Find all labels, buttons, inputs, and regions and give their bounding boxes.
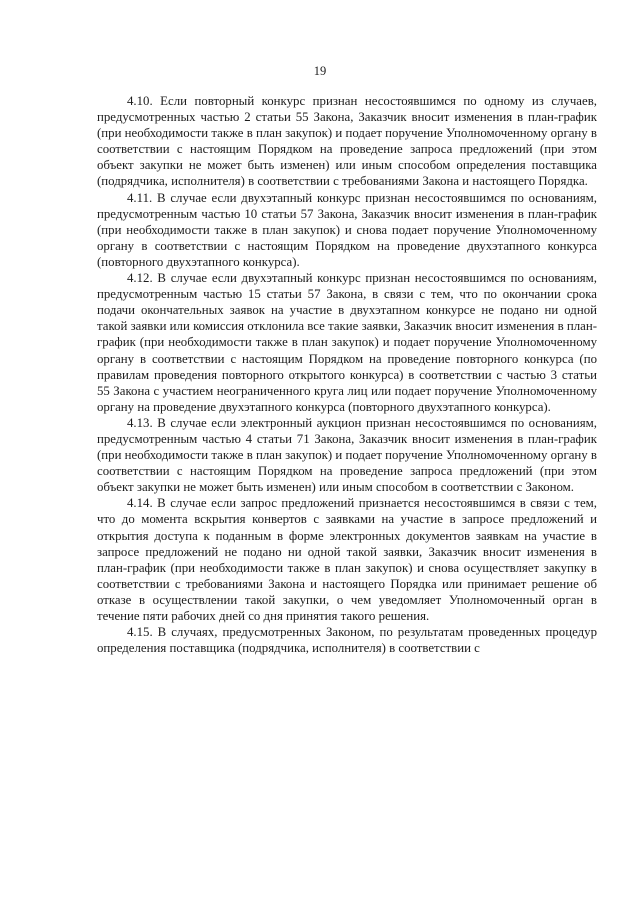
paragraph-4-10: 4.10. Если повторный конкурс признан несостоявшимся по одному из случаев, предусмотренных частью 2 статьи 55 Закона, Заказчик вносит изменения в план-график (при необходимости также в план закупок) и подает поручение Уполномоченному органу в соответствии с настоящим Порядком на проведение запроса предложений (при этом объект закупки не может быть изменен) или иным способом определения поставщика (подрядчика, исполнителя) в соответствии с требованиями Закона и настоящего Порядка.	[97, 94, 597, 189]
paragraph-4-13: 4.13. В случае если электронный аукцион признан несостоявшимся по основаниям, предусмотренным частью 4 статьи 71 Закона, Заказчик вносит изменения в план-график (при необходимости также в план закупок) и подает поручение Уполномоченному органу в соответствии с настоящим Порядком на проведение запроса предложений (при этом объект закупки не может быть изменен) или иным способом в соответствии с Законом.	[97, 415, 597, 495]
page-number: 19	[313, 64, 327, 78]
paragraph-4-15: 4.15. В случаях, предусмотренных Законом, по результатам проведенных процедур определения поставщика (подрядчика, исполнителя) в соответствии с	[97, 625, 597, 656]
paragraph-4-14: 4.14. В случае если запрос предложений признается несостоявшимся в связи с тем, что до момента вскрытия конвертов с заявками на участие в запросе предложений и открытия доступа к поданным в форме электронных документов заявкам на участие в запросе предложений не подано ни одной такой заявки, Заказчик вносит изменения в план-график (при необходимости также в план закупок) и снова осуществляет закупку в соответствии с требованиями Закона и настоящего Порядка или принимает решение об отказе в осуществлении такой закупки, о чем уведомляет Уполномоченный орган в течение пяти рабочих дней со дня принятия такого решения.	[97, 496, 597, 623]
paragraph-4-11: 4.11. В случае если двухэтапный конкурс признан несостоявшимся по основаниям, предусмотренным частью 10 статьи 57 Закона, Заказчик вносит изменения в план-график (при необходимости также в план закупок) и снова подает поручение Уполномоченному органу в соответствии с настоящим Порядком на проведение двухэтапного конкурса (повторного двухэтапного конкурса).	[97, 190, 597, 269]
paragraph-4-12: 4.12. В случае если двухэтапный конкурс признан несостоявшимся по основаниям, предусмотренным частью 15 статьи 57 Закона, в связи с тем, что по окончании срока подачи окончательных заявок на участие в двухэтапном конкурсе не подано ни одной такой заявки или комиссия отклонила все такие заявки, Заказчик вносит изменения в план-график (при необходимости также в план закупок) и подает поручение Уполномоченному органу в соответствии с настоящим Порядком на проведение повторного конкурса (по правилам проведения повторного открытого конкурса) в соответствии с частью 3 статьи 55 Закона с участием неограниченного круга лиц или подает поручение Уполномоченному органу на проведение двухэтапного конкурса (повторного двухэтапного конкурса).	[97, 271, 597, 414]
document-body	[97, 93, 597, 656]
